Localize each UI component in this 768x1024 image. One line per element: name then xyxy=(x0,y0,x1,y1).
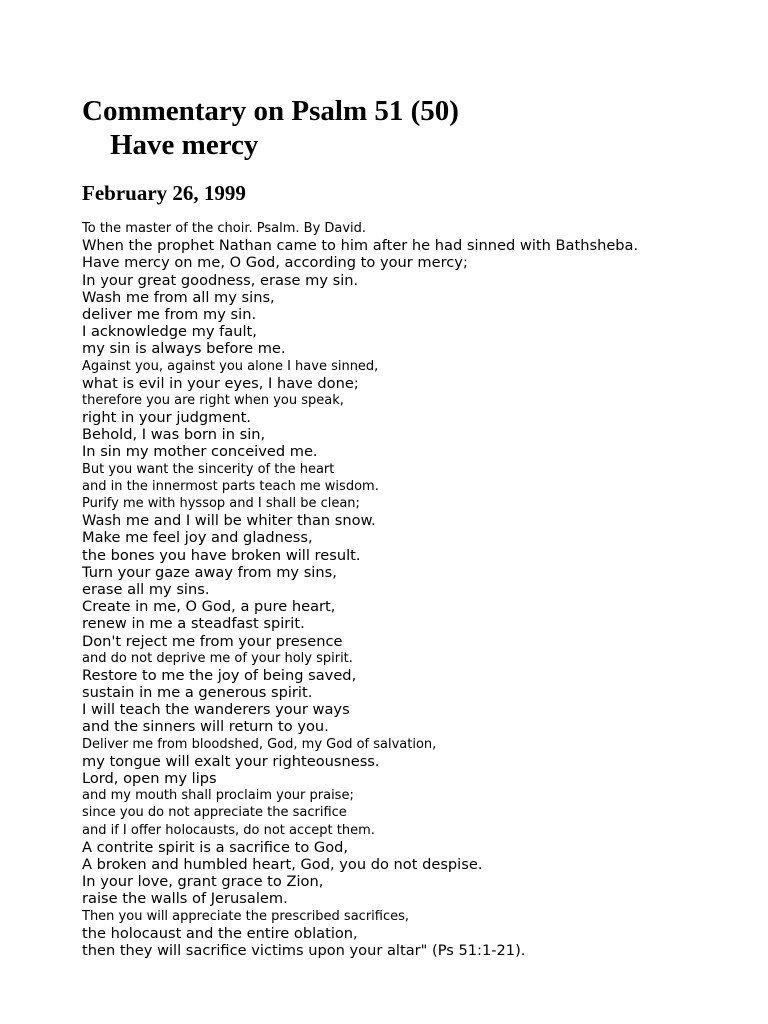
text-line: In your great goodness, erase my sin. xyxy=(82,271,359,289)
document-date: February 26, 1999 xyxy=(82,181,246,205)
text-line: my sin is always before me. xyxy=(82,340,286,358)
text-line: Wash me and I will be whiter than snow. xyxy=(82,512,376,530)
title-line-1: Commentary on Psalm 51 (50) xyxy=(82,95,459,127)
text-line: Restore to me the joy of being saved, xyxy=(82,666,357,684)
text-line: what is evil in your eyes, I have done; xyxy=(82,374,359,392)
text-line: In sin my mother conceived me. xyxy=(82,443,318,461)
text-line: Create in me, O God, a pure heart, xyxy=(82,598,336,616)
text-line: and do not deprive me of your holy spirit. xyxy=(82,650,353,666)
text-line: erase all my sins. xyxy=(82,580,210,598)
text-line: raise the walls of Jerusalem. xyxy=(82,890,288,908)
text-line: Wash me from all my sins, xyxy=(82,288,275,306)
text-line: Lord, open my lips xyxy=(82,770,217,787)
page-title xyxy=(82,94,742,162)
text-line: Turn your gaze away from my sins, xyxy=(82,563,337,581)
text-line: Against you, against you alone I have sinned, xyxy=(82,358,379,374)
text-line: the holocaust and the entire oblation, xyxy=(82,924,358,942)
text-line: I will teach the wanderers your ways xyxy=(82,701,350,719)
text-line: and in the innermost parts teach me wisdom. xyxy=(82,478,379,494)
text-line: A contrite spirit is a sacrifice to God, xyxy=(82,838,349,856)
text-line: the bones you have broken will result. xyxy=(82,546,361,564)
text-line: Purify me with hyssop and I shall be clean; xyxy=(82,496,360,511)
text-line: When the prophet Nathan came to him after he had sinned with Bathsheba. xyxy=(82,237,639,255)
text-line: In your love, grant grace to Zion, xyxy=(82,873,324,891)
text-line: A broken and humbled heart, God, you do not despise. xyxy=(82,855,483,873)
text-line: Don't reject me from your presence xyxy=(82,632,343,650)
text-line: I acknowledge my fault, xyxy=(82,323,257,341)
title-line-2: Have mercy xyxy=(110,129,259,161)
psalm-text xyxy=(82,220,742,959)
text-line: Have mercy on me, O God, according to your mercy; xyxy=(82,254,468,272)
text-line: sustain in me a generous spirit. xyxy=(82,684,313,702)
text-line: my tongue will exalt your righteousness. xyxy=(82,752,380,770)
document-page xyxy=(82,94,742,959)
text-line: But you want the sincerity of the heart xyxy=(82,461,335,477)
text-line: Behold, I was born in sin, xyxy=(82,426,266,444)
text-line: To the master of the choir. Psalm. By David. xyxy=(82,221,367,236)
text-line: deliver me from my sin. xyxy=(82,305,257,323)
text-line: therefore you are right when you speak, xyxy=(82,392,344,408)
text-line: renew in me a steadfast spirit. xyxy=(82,615,305,633)
text-line: and my mouth shall proclaim your praise; xyxy=(82,788,354,804)
text-line: then they will sacrifice victims upon your altar" (Ps 51:1-21). xyxy=(82,941,526,959)
text-line: Deliver me from bloodshed, God, my God of salvation, xyxy=(82,736,437,752)
text-line: and the sinners will return to you. xyxy=(82,718,329,736)
text-line: Then you will appreciate the prescribed sacrifices, xyxy=(82,908,410,924)
text-line: right in your judgment. xyxy=(82,409,251,427)
text-line: and if I offer holocausts, do not accept them. xyxy=(82,822,375,838)
text-line: since you do not appreciate the sacrifice xyxy=(82,805,347,821)
text-line: Make me feel joy and gladness, xyxy=(82,529,313,547)
